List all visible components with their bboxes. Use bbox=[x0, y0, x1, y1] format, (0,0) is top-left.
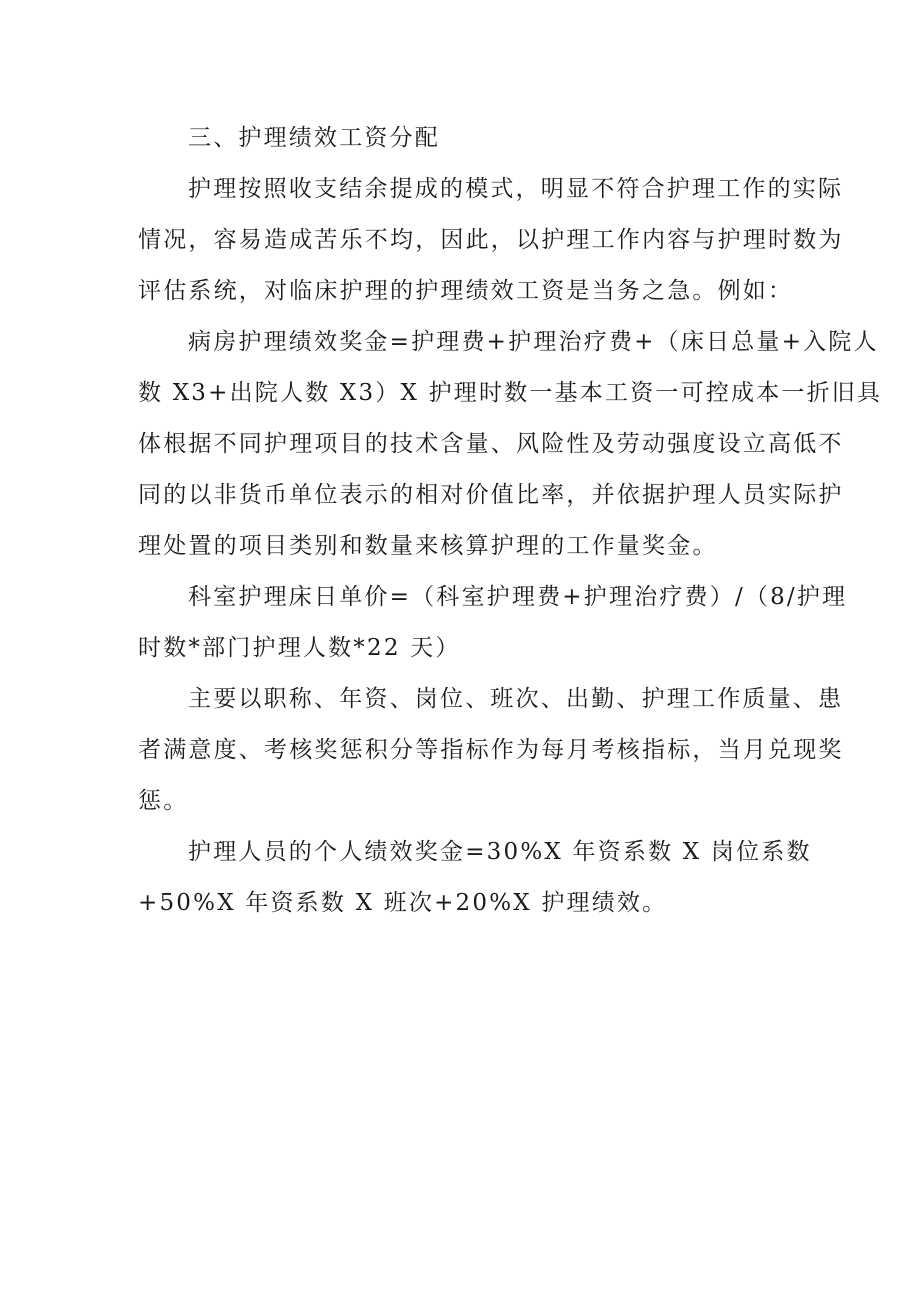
paragraph-line: 情况，容易造成苦乐不均，因此，以护理工作内容与护理时数为 bbox=[138, 227, 844, 253]
paragraph-line: 时数*部门护理人数*22 天） bbox=[138, 635, 461, 661]
paragraph-line: 理处置的项目类别和数量来核算护理的工作量奖金。 bbox=[138, 533, 718, 559]
section-heading: 三、护理绩效工资分配 bbox=[188, 125, 440, 151]
paragraph-line: 科室护理床日单价=（科室护理费+护理治疗费）/（8/护理 bbox=[188, 584, 848, 610]
paragraph-line: 同的以非货币单位表示的相对价值比率，并依据护理人员实际护 bbox=[138, 482, 844, 508]
paragraph-line: 者满意度、考核奖惩积分等指标作为每月考核指标，当月兑现奖 bbox=[138, 737, 844, 763]
paragraph-line: 护理人员的个人绩效奖金=30%X 年资系数 X 岗位系数 bbox=[188, 839, 812, 865]
paragraph-line: 病房护理绩效奖金=护理费+护理治疗费+（床日总量+入院人 bbox=[188, 329, 879, 355]
paragraph-line: 护理按照收支结余提成的模式，明显不符合护理工作的实际 bbox=[188, 176, 844, 202]
paragraph-line: 惩。 bbox=[138, 788, 189, 814]
paragraph-line: 体根据不同护理项目的技术含量、风险性及劳动强度设立高低不 bbox=[138, 431, 844, 457]
paragraph-line: 数 X3+出院人数 X3）X 护理时数一基本工资一可控成本一折旧具 bbox=[138, 380, 883, 406]
paragraph-line: +50%X 年资系数 X 班次+20%X 护理绩效。 bbox=[138, 890, 668, 916]
paragraph-line: 主要以职称、年资、岗位、班次、出勤、护理工作质量、患 bbox=[188, 686, 844, 712]
paragraph-line: 评估系统，对临床护理的护理绩效工资是当务之急。例如： bbox=[138, 278, 794, 304]
